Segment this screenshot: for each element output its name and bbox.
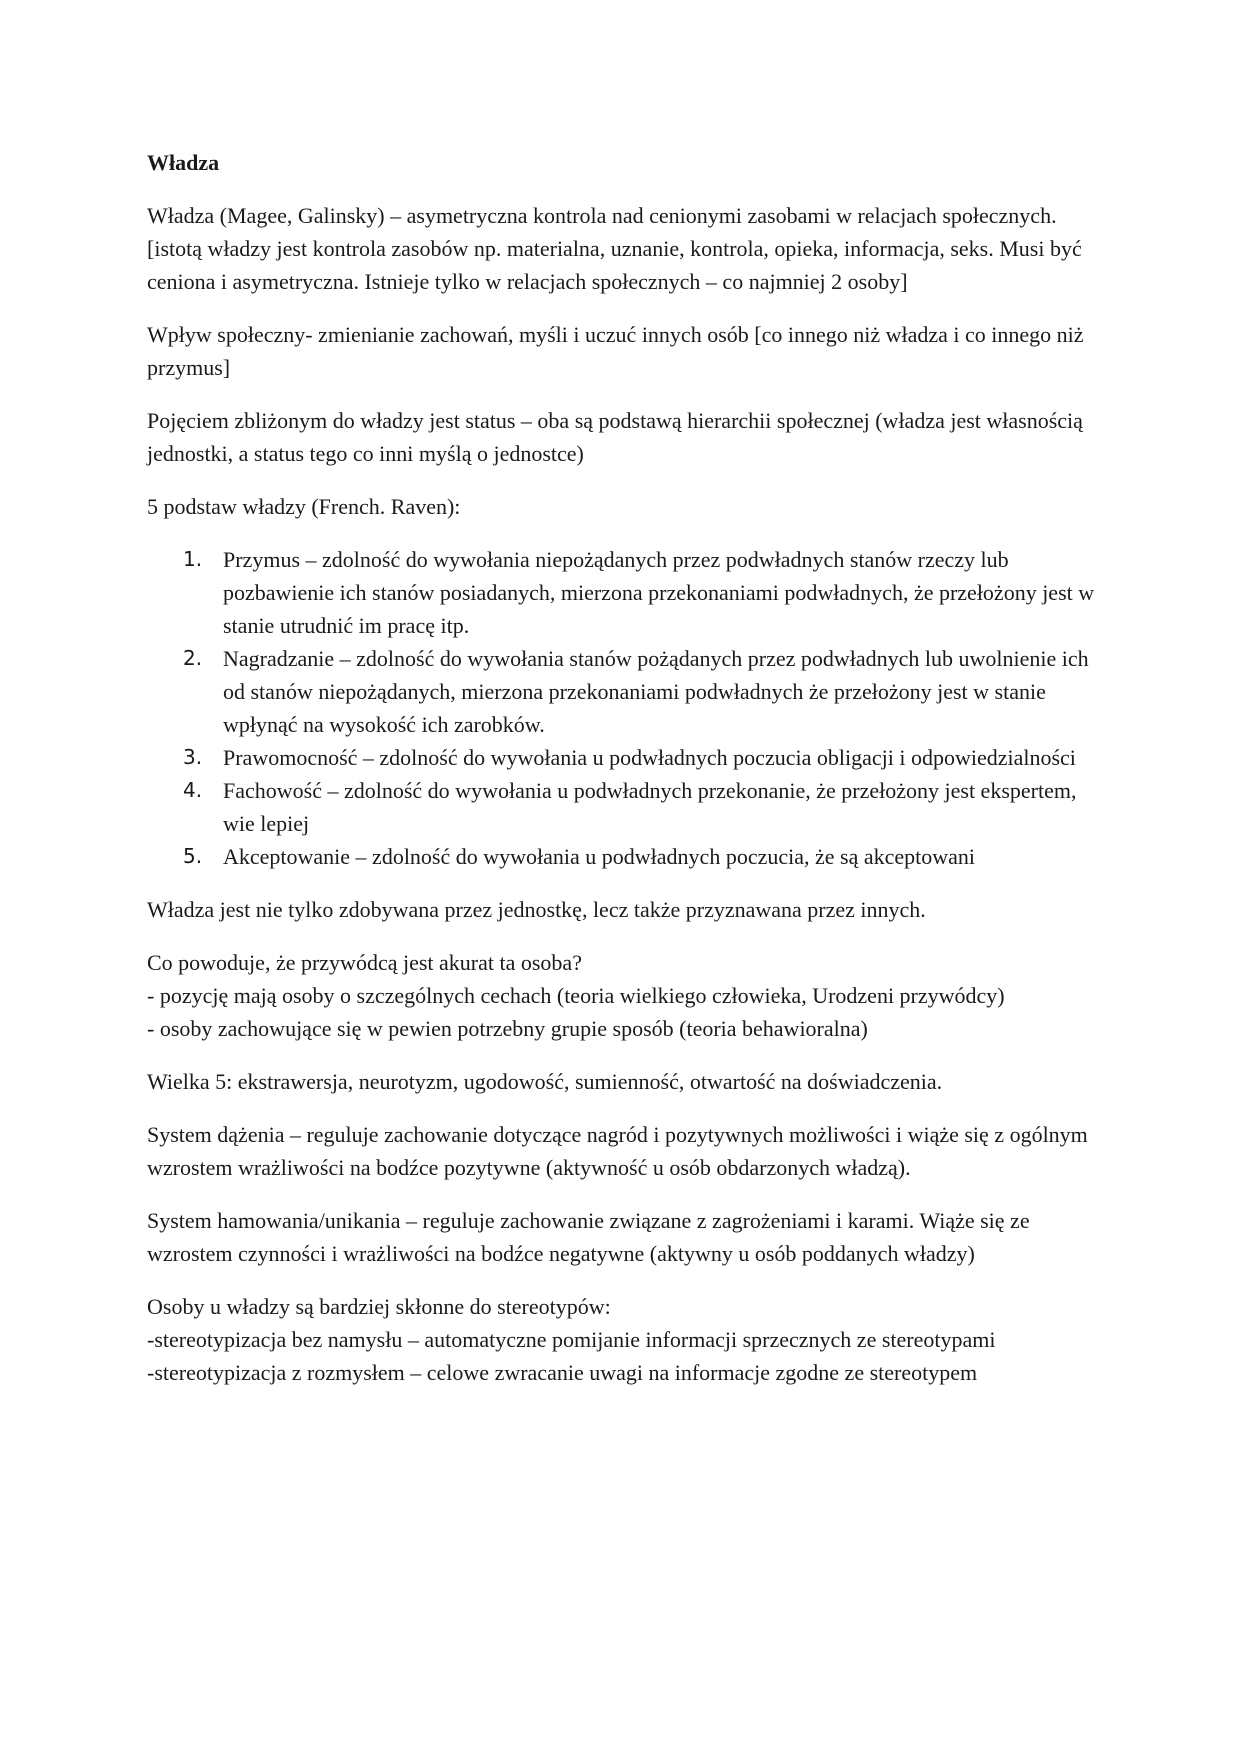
paragraph-acquired-power: Władza jest nie tylko zdobywana przez jednostkę, lecz także przyznawana przez innych. [147,897,926,922]
leadership-trait-theory: - pozycję mają osoby o szczególnych cechach (teoria wielkiego człowieka, Urodzeni przywódcy) [147,983,1005,1008]
paragraph-approach-system: System dążenia – reguluje zachowanie dotyczące nagród i pozytywnych możliwości i wiąże się z ogólnym wzrostem wrażliwości na bodźce pozytywne (aktywność u osób obdarzonych władzą). [147,1122,1088,1180]
stereotypes-intro: Osoby u władzy są bardziej skłonne do stereotypów: [147,1294,611,1319]
stereotypes-automatic: -stereotypizacja bez namysłu – automatyczne pomijanie informacji sprzecznych ze stereotypami [147,1327,996,1352]
list-item-text: Akceptowanie – zdolność do wywołania u podwładnych poczucia, że są akceptowani [223,844,976,869]
paragraph-bases-intro: 5 podstaw władzy (French. Raven): [147,494,461,519]
leadership-question: Co powoduje, że przywódcą jest akurat ta osoba? [147,950,582,975]
list-item [147,741,1097,774]
list-item-number: 1. [183,547,203,571]
paragraph-leadership [147,946,1097,1045]
list-item [147,840,1097,873]
list-item-number: 3. [183,745,203,769]
list-item-text: Prawomocność – zdolność do wywołania u podwładnych poczucia obligacji i odpowiedzialności [223,745,1076,770]
paragraph-social-influence: Wpływ społeczny- zmienianie zachowań, myśli i uczuć innych osób [co innego niż władza i co innego niż przymus] [147,322,1084,380]
paragraph-stereotypes [147,1290,1097,1389]
list-item [147,543,1097,642]
paragraph-definition: Władza (Magee, Galinsky) – asymetryczna kontrola nad cenionymi zasobami w relacjach społecznych. [istotą władzy jest kontrola zasobów np. materialna, uznanie, kontrola, opieka, informacja, seks. Musi być ceniona i asymetryczna. Istnieje tylko w relacjach społecznych – co najmniej 2 osoby] [147,203,1082,294]
list-item-text: Nagradzanie – zdolność do wywołania stanów pożądanych przez podwładnych lub uwolnienie ich od stanów niepożądanych, mierzona przekonaniami podwładnych że przełożony jest w stanie wpłynąć na wysokość ich zarobków. [223,646,1089,737]
document-page [147,146,1097,1409]
stereotypes-deliberate: -stereotypizacja z rozmysłem – celowe zwracanie uwagi na informacje zgodne ze stereotypem [147,1360,978,1385]
list-item [147,642,1097,741]
list-item [147,774,1097,840]
paragraph-big-five: Wielka 5: ekstrawersja, neurotyzm, ugodowość, sumienność, otwartość na doświadczenia. [147,1069,943,1094]
leadership-behavioral-theory: - osoby zachowujące się w pewien potrzebny grupie sposób (teoria behawioralna) [147,1016,868,1041]
list-item-text: Fachowość – zdolność do wywołania u podwładnych przekonanie, że przełożony jest ekspertem, wie lepiej [223,778,1077,836]
list-item-number: 5. [183,844,203,868]
bases-of-power-list [147,543,1097,873]
paragraph-inhibition-system: System hamowania/unikania – reguluje zachowanie związane z zagrożeniami i karami. Wiąże się ze wzrostem czynności i wrażliwości na bodźce negatywne (aktywny u osób poddanych władzy) [147,1208,1030,1266]
document-title: Władza [147,150,220,175]
list-item-number: 2. [183,646,203,670]
list-item-number: 4. [183,778,203,802]
list-item-text: Przymus – zdolność do wywołania niepożądanych przez podwładnych stanów rzeczy lub pozbawienie ich stanów posiadanych, mierzona przekonaniami podwładnych, że przełożony jest w stanie utrudnić im pracę itp. [223,547,1095,638]
paragraph-status: Pojęciem zbliżonym do władzy jest status – oba są podstawą hierarchii społecznej (władza jest własnością jednostki, a status tego co inni myślą o jednostce) [147,408,1083,466]
